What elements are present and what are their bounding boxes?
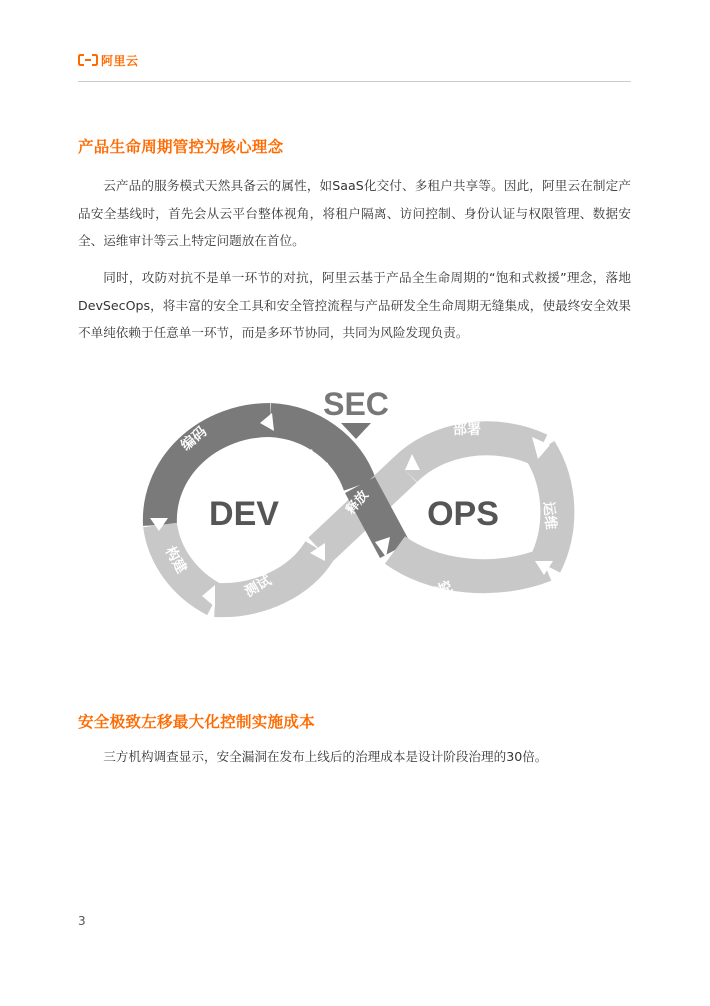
ops-label: OPS: [427, 495, 499, 533]
stage-label-build: 构建: [161, 544, 190, 577]
header-divider: [78, 81, 631, 82]
stage-label-coding: 编码: [178, 423, 211, 455]
sec-label: SEC: [323, 386, 389, 422]
aliyun-logo-icon: [78, 54, 98, 66]
loop-segment-monitor: [395, 550, 545, 576]
header-brand: [78, 50, 139, 70]
paragraph-baseline: 云产品的服务模式天然具备云的属性，如SaaS化交付、多租户共享等。因此，阿里云在制定产品安全基线时，首先会从云平台整体视角，将租户隔离、访问控制、身份认证与权限管理、数据安全、运维审计等云上特定问题放在首位。: [78, 178, 631, 248]
stage-label-project: 立项: [297, 445, 330, 477]
paragraph-cost: 三方机构调查显示，安全漏洞在发布上线后的治理成本是设计阶段治理的30倍。: [103, 749, 548, 764]
devsecops-diagram: [120, 375, 600, 635]
stage-label-release: 释放: [343, 488, 372, 518]
page-number: 3: [78, 914, 86, 928]
section-title-shift-left: 安全极致左移最大化控制实施成本: [78, 713, 316, 731]
stage-label-deploy: 部署: [453, 422, 481, 438]
stage-label-test: 测试: [242, 572, 275, 601]
stage-label-operate: 运维: [540, 500, 559, 531]
infinity-loop: [120, 375, 600, 635]
stage-label-monitor: 监控: [422, 578, 456, 605]
brand-name: 阿里云: [101, 53, 139, 68]
section-title-lifecycle: 产品生命周期管控为核心理念: [78, 138, 284, 156]
loop-segment-deploy: [405, 438, 540, 470]
dev-label: DEV: [209, 495, 279, 533]
paragraph-devsecops: 同时，攻防对抗不是单一环节的对抗，阿里云基于产品全生命周期的“饱和式救援”理念，落地DevSecOps，将丰富的安全工具和安全管控流程与产品研发全生命周期无缝集成，使最终安全效果不单纯依赖于任意单一环节，而是多环节协同，共同为风险发现负责。: [78, 270, 631, 340]
